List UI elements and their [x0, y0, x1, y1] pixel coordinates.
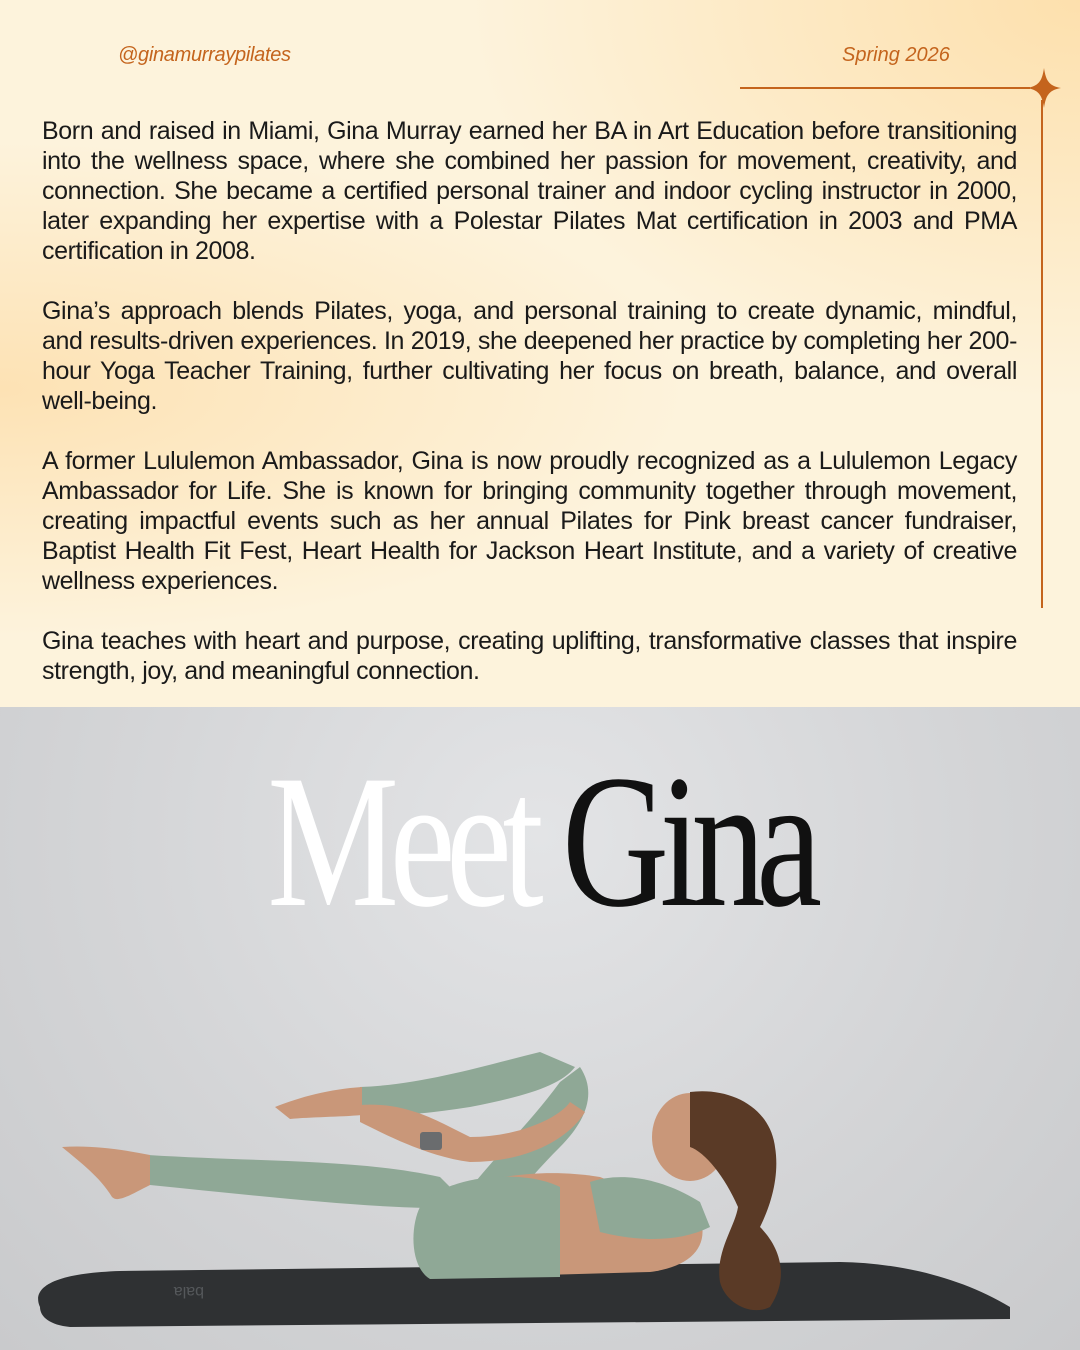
page-title — [119, 737, 961, 947]
bio-paragraph: Gina’s approach blends Pilates, yoga, and personal training to create dynamic, mindful, and results-driven experiences. In 2019, she deepened her practice by completing her 200-hour Yoga Teacher Training, further cultivating her focus on breath, balance, and overall well-being. — [42, 297, 1017, 415]
instagram-handle: @ginamurraypilates — [118, 44, 291, 66]
extended-foot — [62, 1146, 150, 1199]
bio-paragraph: A former Lululemon Ambassador, Gina is now proudly recognized as a Lululemon Legacy Ambassador for Life. She is known for bringing community together through movement, creating impactful events such as her annual Pilates for Pink breast cancer fundraiser, Baptist Health Fit Fest, Heart Health for Jackson Heart Institute, and a variety of creative wellness experiences. — [42, 447, 1017, 595]
watch — [420, 1132, 442, 1150]
photo-section — [0, 707, 1080, 1350]
issue-date: Spring 2026 — [842, 44, 950, 66]
bio-text — [42, 116, 1017, 707]
bio-paragraph: Born and raised in Miami, Gina Murray earned her BA in Art Education before transitioning into the wellness space, where she combined her passion for movement, creativity, and connection. She became a certified personal trainer and indoor cycling instructor in 2000, later expanding her expertise with a Polestar Pilates Mat certification in 2003 and PMA certification in 2008. — [42, 117, 1017, 265]
title-word-meet: Meet — [267, 737, 535, 947]
mat-logo: bala — [173, 1283, 204, 1300]
title-word-gina: Gina — [562, 737, 813, 947]
extended-leg — [148, 1155, 470, 1208]
sparkle-star-icon — [1027, 68, 1061, 108]
bio-paragraph: Gina teaches with heart and purpose, creating uplifting, transformative classes that inspire strength, joy, and meaningful connection. — [42, 627, 1017, 685]
bent-foot — [275, 1087, 362, 1119]
sports-bra — [590, 1177, 710, 1239]
